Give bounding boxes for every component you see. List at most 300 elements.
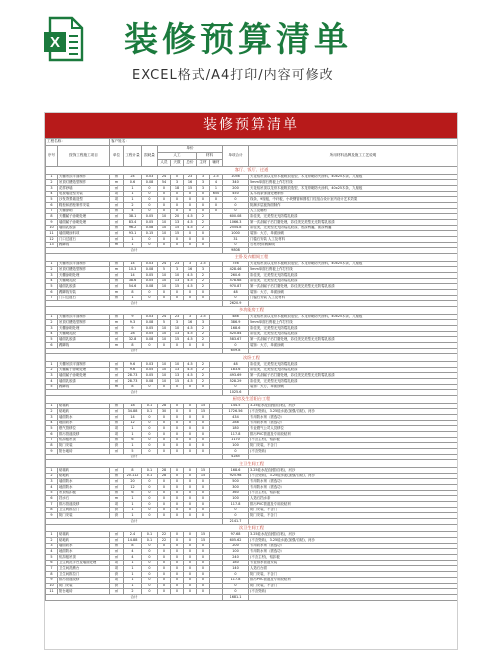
table-cell: 0 [197, 242, 210, 248]
table-cell: 装饰：大方，单面涂刷 [249, 384, 458, 390]
table-cell: 0 [197, 543, 210, 549]
table-cell: 0 [197, 290, 210, 296]
table-cell: 10 [46, 225, 58, 231]
table-cell: 0 [184, 555, 197, 561]
table-cell: ㎡ [110, 409, 124, 415]
table-cell: 套 [110, 507, 124, 513]
table-cell: 0 [197, 479, 210, 485]
table-cell: 4.5 [184, 225, 197, 231]
table-cell: 天棚吊顶平面制作 [58, 174, 110, 180]
section-title: 客厅、饭厅、过道 [46, 167, 458, 175]
table-cell: (不含瓷砖)，3.25硅水泥(加强/自粘)，河沙 [249, 409, 458, 415]
table-cell: 4.5 [184, 273, 197, 279]
table-cell: 0 [197, 490, 210, 496]
table-cell: 4 [46, 485, 58, 491]
table-cell: 0 [223, 197, 249, 203]
table-cell: m [110, 290, 124, 296]
table-cell: 0 [184, 403, 197, 409]
table-cell: 彩佳美，完美型无光防霉乳胶漆 [249, 278, 458, 284]
table-cell: 100 [223, 496, 249, 502]
table-cell: 0 [184, 191, 197, 197]
table-cell: 第一次刮腻子后打磨处理，彩佳美完美型无光防霉乳胶漆 [249, 284, 458, 290]
table-cell: 117.8 [223, 432, 249, 438]
table-cell: 卫生间洗手台及墙面处理 [58, 560, 110, 566]
table-cell: 0 [142, 343, 158, 349]
table-cell: 183.6 [223, 367, 249, 373]
table-cell: 3 [184, 314, 197, 320]
table-cell: 200 [223, 185, 249, 191]
table-cell: 48 [223, 290, 249, 296]
table-cell: 0 [158, 197, 171, 203]
table-cell: 54.6 [124, 284, 142, 290]
table-cell: 9.6 [124, 361, 142, 367]
table-cell: 0.03 [142, 361, 158, 367]
table-cell: 项 [110, 191, 124, 197]
section-title: 厨房及生活阳台工程 [46, 396, 458, 404]
unit-price-header: 单价 [158, 146, 223, 153]
table-cell: 门槛石安装 人工及材料 [249, 295, 458, 301]
table-cell: ㎡ [110, 467, 124, 473]
table-cell: 门口过道石 [58, 237, 110, 243]
table-cell: 0 [171, 513, 184, 519]
table-cell: 天花铝吊顶以龙骨木板吸顶造型，木龙骨刷防火涂料，40x25木条，九厘板 [249, 185, 458, 191]
table-cell: 2 [197, 220, 210, 226]
seq-header: 序号 [46, 146, 58, 167]
table-cell: 9.3 [124, 320, 142, 326]
table-cell: 1 [124, 185, 142, 191]
table-cell: 1056 [223, 174, 249, 180]
table-cell: (不含瓷砖)，3.25硅水泥(加强/自粘)，河沙 [249, 473, 458, 479]
table-cell: 10 [158, 367, 171, 373]
table-cell: 0.08 [142, 225, 158, 231]
table-cell: 180 [223, 560, 249, 566]
table-cell: 13 [171, 220, 184, 226]
table-cell: 0 [158, 560, 171, 566]
table-cell: 人工及辅材 [249, 208, 458, 214]
table-cell: 1 [124, 496, 142, 502]
table-cell: 9 [46, 449, 58, 455]
table-cell: 0 [158, 443, 171, 449]
table-cell: 0 [184, 543, 197, 549]
table-cell: 0 [142, 426, 158, 432]
table-cell: 0.03 [142, 174, 158, 180]
table-cell: 0 [184, 572, 197, 578]
table-cell: 5 [46, 284, 58, 290]
table-cell: ㎡ [110, 367, 124, 373]
table-cell: 0 [158, 295, 171, 301]
table-cell: 0 [142, 437, 158, 443]
table-cell: 1 [124, 426, 142, 432]
table-cell: 4 [46, 420, 58, 426]
table-cell: 0 [184, 237, 197, 243]
table-cell: 7 [46, 502, 58, 508]
table-cell: 项 [110, 197, 124, 203]
table-cell: 2 [124, 589, 142, 595]
table-cell: ㎡ [110, 278, 124, 284]
table-cell: 2 [46, 473, 58, 479]
table-cell: 10.3 [124, 267, 142, 273]
table-cell: 28 [158, 473, 171, 479]
table-cell: 0 [142, 577, 158, 583]
table-cell: 0 [223, 202, 249, 208]
table-cell: 2.5 [210, 174, 223, 180]
table-cell: 38.1 [124, 214, 142, 220]
subtotal-label: 合计 [46, 348, 223, 354]
table-cell: 0.1 [142, 538, 158, 544]
table-cell: ㎡ [110, 331, 124, 337]
table-cell: 93.1 [124, 231, 142, 237]
table-cell: m [110, 242, 124, 248]
table-cell: ㎡ [110, 314, 124, 320]
table-cell: 卫生间洗漱台 [58, 566, 110, 572]
table-cell: 1066.3 [223, 220, 249, 226]
subtotal-label: 合计 [46, 454, 223, 460]
table-cell: ㎡ [110, 543, 124, 549]
table-cell: 434 [223, 414, 249, 420]
table-cell: 23 [171, 314, 184, 320]
table-cell: 第一次刮腻子后打磨处理，彩佳美完美型无光防霉乳胶漆 [249, 337, 458, 343]
table-cell: 0 [171, 384, 184, 390]
table-cell: 0 [171, 467, 184, 473]
table-cell: 0 [142, 449, 158, 455]
table-cell: 铝扣板吊顶 [58, 555, 110, 561]
table-cell: 9 [46, 220, 58, 226]
table-cell: 1 [46, 467, 58, 473]
table-cell: 1 [46, 532, 58, 538]
table-cell: 20.112 [124, 473, 142, 479]
table-cell: 386.9 [223, 320, 249, 326]
table-cell: 2 [46, 320, 58, 326]
table-cell: 0 [142, 479, 158, 485]
table-cell: 贴墙砖 [58, 467, 110, 473]
table-cell: 贴墙砖 [58, 403, 110, 409]
subtotal-row [46, 594, 458, 600]
table-cell: 0 [197, 231, 210, 237]
table-cell: 4.5 [184, 361, 197, 367]
table-cell: 天棚吊顶平面制作 [58, 361, 110, 367]
table-cell: 墙面刷涂料项 [58, 231, 110, 237]
table-cell: 0 [142, 513, 158, 519]
table-cell: 0 [171, 577, 184, 583]
table-cell: 0 [197, 560, 210, 566]
table-cell: 1 [124, 237, 142, 243]
table-cell: 防门安装，不含门 [249, 583, 458, 589]
table-cell: 8 [46, 443, 58, 449]
table-cell: ㎡ [110, 202, 124, 208]
table-cell: 0 [142, 496, 158, 502]
table-cell: 6 [46, 290, 58, 296]
table-cell: 排污管道改移 [58, 502, 110, 508]
table-cell: 天棚刷乳胶 [58, 278, 110, 284]
table-cell: 天花铝吊顶以龙骨木板吸顶造型，木龙骨刷防火涂料，40x25木条，九厘板 [249, 314, 458, 320]
table-cell: ㎡ [110, 231, 124, 237]
table-cell: 0 [184, 485, 197, 491]
table-cell: 0 [171, 197, 184, 203]
table-cell: ㎡ [110, 485, 124, 491]
table-cell: 装饰：大方，单面涂刷 [249, 290, 458, 296]
table-cell: 0 [184, 202, 197, 208]
table-cell: 0.05 [142, 373, 158, 379]
table-cell: 14 [124, 414, 142, 420]
table-cell: 38.6 [124, 278, 142, 284]
table-cell: 排污管道改移 [58, 432, 110, 438]
table-cell: 花样砂墙 [58, 185, 110, 191]
table-cell: 0 [142, 237, 158, 243]
table-cell: 0 [223, 583, 249, 589]
table-cell: 1 [210, 185, 223, 191]
table-cell: 13 [171, 278, 184, 284]
excel-icon [44, 16, 84, 62]
table-cell: 0 [171, 420, 184, 426]
table-cell: 石材/瓷砖踢脚线 [249, 242, 458, 248]
hero-subtitle: EXCEL格式/A4打印/内容可修改 [132, 68, 334, 83]
table-cell: 阳台地砖 [58, 449, 110, 455]
table-cell: 340 [223, 180, 249, 186]
table-cell: ㎡ [110, 225, 124, 231]
subtotal-value: 4285 [223, 454, 249, 460]
table-cell: 0 [171, 555, 184, 561]
table-cell: 挡水石 [58, 496, 110, 502]
table-cell: ㎡ [110, 361, 124, 367]
table-cell: 0 [158, 420, 171, 426]
table-cell: 0 [223, 507, 249, 513]
table-cell: ㎡ [110, 589, 124, 595]
table-cell: 0 [171, 479, 184, 485]
labor-days-header: 天数 [171, 160, 184, 167]
table-cell: 0 [223, 384, 249, 390]
table-cell: 卫生间推拉门 [58, 572, 110, 578]
sheet-banner-title: 装修预算清单 [45, 113, 457, 138]
table-cell: 0 [184, 432, 197, 438]
table-cell: 0 [142, 555, 158, 561]
table-cell: 天棚吊顶平面制作 [58, 261, 110, 267]
table-cell: 0 [197, 583, 210, 589]
table-cell: 0 [197, 437, 210, 443]
table-cell: 0.1 [142, 403, 158, 409]
table-cell: 0 [171, 507, 184, 513]
table-cell: 30 [158, 409, 171, 415]
table-cell: 0 [184, 437, 197, 443]
table-cell: 0 [197, 414, 210, 420]
table-cell: 0 [171, 485, 184, 491]
table-cell: 4.5 [184, 220, 197, 226]
table-cell: 4 [46, 331, 58, 337]
table-cell: 0 [197, 295, 210, 301]
table-cell: 450 [223, 191, 249, 197]
qty-header: 工程计量 [124, 146, 142, 167]
table-cell: 0 [197, 343, 210, 349]
table-cell: 3 [197, 185, 210, 191]
table-cell: 彩佳美，完美型无光防霉乳胶漆 [249, 361, 458, 367]
subtotal-value: 1681.1 [223, 594, 249, 600]
table-cell: 0 [158, 513, 171, 519]
table-cell: 5 [46, 490, 58, 496]
table-cell: ㎡ [110, 420, 124, 426]
table-cell: 0 [171, 237, 184, 243]
table-cell: ㎡ [110, 208, 124, 214]
table-cell: 天棚涂刷处理 [58, 273, 110, 279]
section-title-row [46, 254, 458, 262]
subtotal-value: 1025.6 [223, 390, 249, 396]
table-cell: 0 [171, 490, 184, 496]
table-cell: 吊顶灯槽造型制作 [58, 180, 110, 186]
table-cell: 6 [124, 437, 142, 443]
table-cell: 16 [184, 320, 197, 326]
table-cell: 0 [171, 290, 184, 296]
table-cell: ㎡ [110, 379, 124, 385]
budget-table-body [46, 167, 458, 601]
subtotal-value: 2620.9 [223, 301, 249, 307]
table-cell: 卫生间推拉门 [58, 507, 110, 513]
table-cell: 0 [197, 507, 210, 513]
table-cell: 2 [197, 331, 210, 337]
table-cell: 144.5 [223, 403, 249, 409]
table-cell: 0 [197, 426, 210, 432]
table-cell: 3 [46, 185, 58, 191]
labor-total-header: 总价 [184, 160, 197, 167]
table-cell: 0 [197, 485, 210, 491]
table-cell: 0 [197, 549, 210, 555]
table-cell: ㎡ [110, 449, 124, 455]
table-cell: 10 [158, 361, 171, 367]
table-cell: 0.15 [142, 231, 158, 237]
table-cell: ㎡ [110, 214, 124, 220]
table-cell: 0 [184, 414, 197, 420]
table-cell: 0 [223, 208, 249, 214]
table-cell: 4 [210, 180, 223, 186]
table-cell: ㎡ [110, 185, 124, 191]
table-cell: ㎡ [110, 373, 124, 379]
table-cell: 5 [46, 384, 58, 390]
table-cell: 0 [142, 295, 158, 301]
table-cell: 0 [171, 549, 184, 555]
table-cell: 0 [158, 191, 171, 197]
table-cell: 贴地砖 [58, 409, 110, 415]
table-cell: 8 [46, 572, 58, 578]
table-cell: 3 [46, 543, 58, 549]
table-cell: 专业排水管道安装 [249, 560, 458, 566]
table-cell: 2 [197, 337, 210, 343]
table-cell: 3 [197, 320, 210, 326]
table-cell: 0 [142, 197, 158, 203]
table-cell: 0.05 [142, 331, 158, 337]
table-cell: 吊顶灯槽造型制作 [58, 267, 110, 273]
table-cell: 15 [171, 379, 184, 385]
table-cell: 0 [171, 432, 184, 438]
table-cell: 0 [142, 420, 158, 426]
table-cell: 0 [197, 513, 210, 519]
subtotal-note [249, 594, 458, 600]
table-cell: 28 [124, 331, 142, 337]
table-cell: 6 [46, 202, 58, 208]
table-cell: 11 [46, 589, 58, 595]
table-cell: 铝扣板吊顶 [58, 437, 110, 443]
table-cell: 排污PVC管道及专用胶粘剂 [249, 502, 458, 508]
table-cell: 0.6 [124, 180, 142, 186]
table-cell: 10 [158, 337, 171, 343]
table-cell: 0 [184, 479, 197, 485]
table-cell: 2 [46, 409, 58, 415]
table-cell: 0 [184, 513, 197, 519]
table-cell: 3 [197, 174, 210, 180]
table-cell: 100 [223, 443, 249, 449]
table-cell: m [110, 320, 124, 326]
table-cell: 沙发背景墙造型 [58, 197, 110, 203]
table-cell: 428.46 [223, 267, 249, 273]
table-cell: 24 [158, 261, 171, 267]
table-cell: 装饰：大方，单面涂刷 [249, 343, 458, 349]
table-cell: 0 [158, 437, 171, 443]
table-cell: 5 [46, 197, 58, 203]
table-cell: ㎡ [110, 403, 124, 409]
table-cell: 0 [171, 202, 184, 208]
table-cell: 0 [184, 496, 197, 502]
table-cell: m [110, 384, 124, 390]
table-cell: 0.05 [142, 214, 158, 220]
table-cell: 0 [197, 197, 210, 203]
table-cell: 288 [223, 420, 249, 426]
table-cell: 493.69 [223, 373, 249, 379]
table-cell: 墙面防水 [58, 543, 110, 549]
table-cell: ㎡ [110, 555, 124, 561]
table-cell: 0 [158, 426, 171, 432]
hero-header [0, 0, 500, 92]
table-cell: 彩佳美，完美型无光防霉乳胶漆，底漆两遍，面漆两遍 [249, 225, 458, 231]
table-cell: 第一次刮腻子后打磨处理，彩佳美完美型无光防霉乳胶漆 [249, 220, 458, 226]
table-cell: 14 [124, 273, 142, 279]
section-title-row [46, 307, 458, 315]
table-cell: 2 [197, 214, 210, 220]
table-cell: 1 [124, 577, 142, 583]
table-cell: 168.6 [223, 326, 249, 332]
table-cell: 4.5 [184, 337, 197, 343]
table-cell: ㎡ [110, 532, 124, 538]
table-cell: 23 [184, 174, 197, 180]
table-cell: 0 [197, 208, 210, 214]
table-cell: 0 [158, 566, 171, 572]
table-cell: 0 [171, 437, 184, 443]
budget-table [45, 138, 458, 601]
table-cell: 9 [46, 513, 58, 519]
table-cell: 防门安装 [58, 583, 110, 589]
table-cell: 0 [142, 507, 158, 513]
table-cell: 10 [158, 214, 171, 220]
table-cell: (不含瓷砖)，3.25硅水泥(加强/自粘)，河沙 [249, 538, 458, 544]
table-cell: 0 [184, 589, 197, 595]
table-cell: 贴地砖 [58, 473, 110, 479]
table-cell: 0 [171, 443, 184, 449]
table-cell: 24 [158, 314, 171, 320]
table-cell: 15 [197, 538, 210, 544]
table-cell: 0 [171, 449, 184, 455]
table-cell: 0 [142, 290, 158, 296]
table-cell: 3.25硅水泥(加强/自粘)，河沙 [249, 403, 458, 409]
table-cell: 4.5 [184, 367, 197, 373]
table-cell: 0 [197, 589, 210, 595]
table-cell: 4 [46, 549, 58, 555]
table-cell: 10 [158, 220, 171, 226]
table-cell: 5mm单面石膏板上作打钉线 [249, 180, 458, 186]
table-cell: 16 [184, 267, 197, 273]
table-cell: 彩佳美，完美型无光防霉乳胶漆 [249, 379, 458, 385]
table-cell: 0 [184, 549, 197, 555]
table-cell: 3 [46, 373, 58, 379]
table-cell: 0 [210, 202, 223, 208]
table-cell: 装饰：大方，单面涂刷 [249, 231, 458, 237]
table-cell: 168.6 [223, 467, 249, 473]
table-cell: 0 [142, 549, 158, 555]
table-cell: 0 [171, 409, 184, 415]
